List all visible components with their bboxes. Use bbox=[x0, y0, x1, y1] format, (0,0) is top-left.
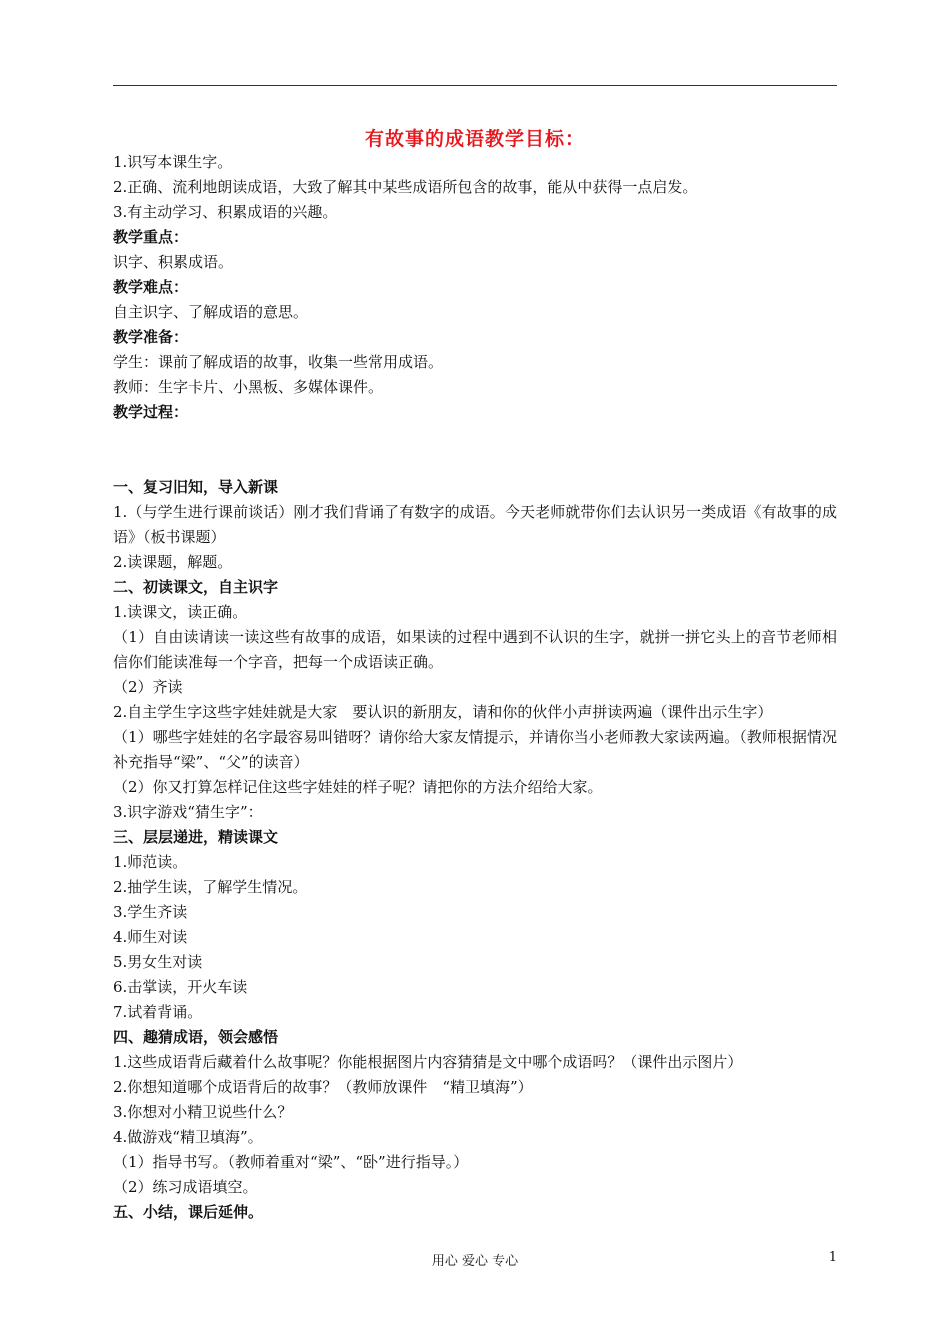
difficulties-text: 自主识字、了解成语的意思。 bbox=[113, 303, 309, 321]
section-4-item: 2.你想知道哪个成语背后的故事？（教师放课件 “精卫填海”） bbox=[113, 1078, 533, 1096]
section-4-item: 1.这些成语背后藏着什么故事呢？你能根据图片内容猜猜是文中哪个成语吗？（课件出示图片） bbox=[113, 1053, 743, 1071]
section-2-item: （1）自由读请读一读这些有故事的成语，如果读的过程中遇到不认识的生字，就拼一拼它头上的音节老师相信你们能读准每一个字音，把每一个成语读正确。 bbox=[113, 628, 837, 671]
preparation-teacher: 教师：生字卡片、小黑板、多媒体课件。 bbox=[113, 378, 384, 396]
section-1-item: 1.（与学生进行课前谈话）刚才我们背诵了有数字的成语。今天老师就带你们去认识另一类成语《有故事的成语》（板书课题） bbox=[113, 503, 837, 546]
section-3-item: 4.师生对读 bbox=[113, 928, 188, 946]
goal-3: 3.有主动学习、积累成语的兴趣。 bbox=[113, 203, 338, 221]
section-2-heading: 二、初读课文，自主识字 bbox=[113, 578, 279, 596]
section-3-item: 1.师范读。 bbox=[113, 853, 188, 871]
section-2-item: 3.识字游戏“猜生字”： bbox=[113, 803, 263, 821]
section-2-item: （1）哪些字娃娃的名字最容易叫错呀？请你给大家友情提示，并请你当小老师教大家读两遍。（教师根据情况补充指导“梁”、“父”的读音） bbox=[113, 728, 837, 771]
footer-motto: 用心 爱心 专心 bbox=[431, 1254, 519, 1269]
section-3-item: 5.男女生对读 bbox=[113, 953, 203, 971]
section-3-item: 2.抽学生读，了解学生情况。 bbox=[113, 878, 308, 896]
header-rule bbox=[113, 85, 837, 86]
section-2-item: （2）齐读 bbox=[113, 678, 183, 696]
key-points-text: 识字、积累成语。 bbox=[113, 253, 234, 271]
section-1-item: 2.读课题，解题。 bbox=[113, 553, 233, 571]
section-4-item: （1）指导书写。（教师着重对“梁”、“卧”进行指导。） bbox=[113, 1153, 469, 1171]
document-body bbox=[113, 150, 837, 1225]
spacer bbox=[113, 425, 837, 475]
section-4-item: 4.做游戏“精卫填海”。 bbox=[113, 1128, 263, 1146]
page-number: 1 bbox=[828, 1250, 837, 1265]
section-5-heading: 五、小结，课后延伸。 bbox=[113, 1203, 264, 1221]
section-4-item: 3.你想对小精卫说些什么？ bbox=[113, 1103, 293, 1121]
key-points-heading: 教学重点： bbox=[113, 228, 189, 246]
goal-1: 1.识写本课生字。 bbox=[113, 153, 233, 171]
document-title: 有故事的成语教学目标： bbox=[364, 128, 585, 150]
section-3-item: 3.学生齐读 bbox=[113, 903, 188, 921]
difficulties-heading: 教学难点： bbox=[113, 278, 189, 296]
preparation-student: 学生：课前了解成语的故事，收集一些常用成语。 bbox=[113, 353, 444, 371]
process-heading: 教学过程： bbox=[113, 403, 189, 421]
section-1-heading: 一、复习旧知，导入新课 bbox=[113, 478, 279, 496]
section-3-item: 7.试着背诵。 bbox=[113, 1003, 203, 1021]
section-4-heading: 四、趣猜成语，领会感悟 bbox=[113, 1028, 279, 1046]
section-2-item: （2）你又打算怎样记住这些字娃娃的样子呢？请把你的方法介绍给大家。 bbox=[113, 778, 603, 796]
section-4-item: （2）练习成语填空。 bbox=[113, 1178, 258, 1196]
section-2-item: 1.读课文，读正确。 bbox=[113, 603, 248, 621]
preparation-heading: 教学准备： bbox=[113, 328, 189, 346]
section-2-item: 2.自主学生字这些字娃娃就是大家 要认识的新朋友，请和你的伙伴小声拼读两遍（课件出示生字） bbox=[113, 703, 773, 721]
goal-2: 2.正确、流利地朗读成语，大致了解其中某些成语所包含的故事，能从中获得一点启发。 bbox=[113, 178, 698, 196]
section-3-item: 6.击掌读，开火车读 bbox=[113, 978, 248, 996]
section-3-heading: 三、层层递进，精读课文 bbox=[113, 828, 279, 846]
